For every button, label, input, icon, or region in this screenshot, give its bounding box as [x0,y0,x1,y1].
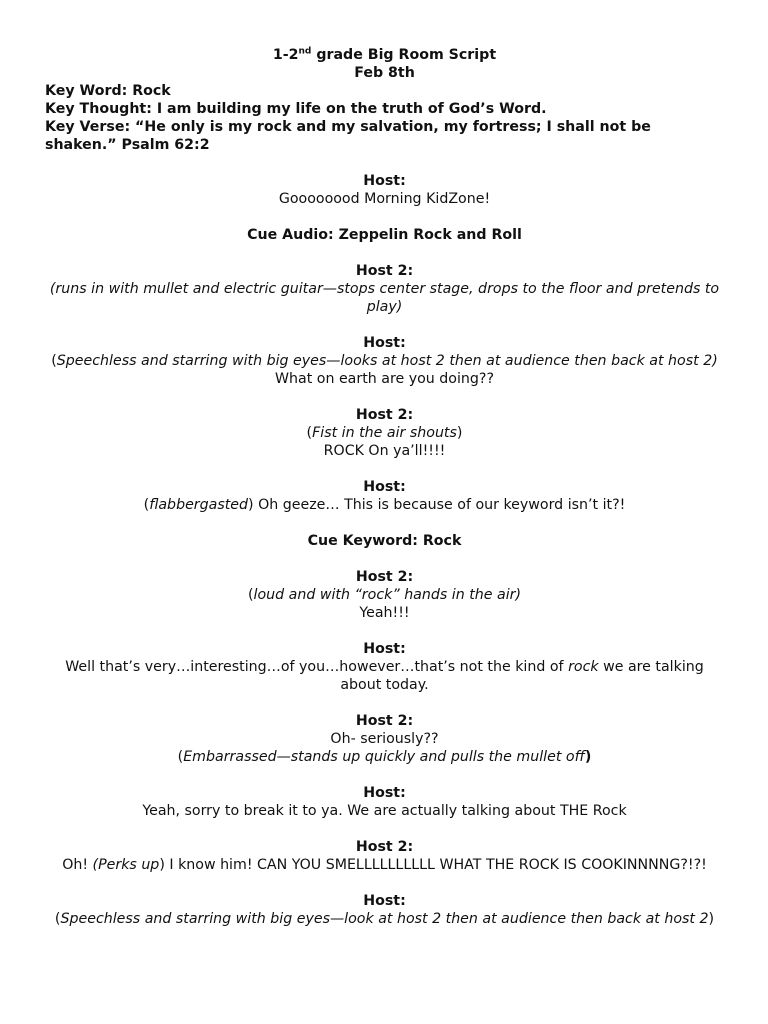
script-block-8 [45,712,724,766]
script-date: Feb 8th [354,65,415,81]
script-block-6 [45,568,724,622]
script-block-7 [45,640,724,694]
cue-audio: Cue Audio: Zeppelin Rock and Roll [247,227,522,243]
speaker-label: Host: [363,479,406,495]
dialogue-line: Yeah!!! [359,605,410,621]
stage-direction-line [45,424,724,442]
stage-direction: Speechless and starring with big eyes—look at host 2 then at audience then back at host 2 [60,911,709,927]
dialogue-line [45,658,724,694]
stage-direction: Embarrassed—stands up quickly and pulls the mullet off [183,749,585,765]
paren-open: ( [54,911,61,927]
key-verse: Key Verse: “He only is my rock and my salvation, my fortress; I shall not be shaken.” Psalm 62:2 [45,119,651,153]
script-block-2 [45,262,724,316]
stage-direction-line [45,352,724,370]
speaker-label: Host: [363,785,406,801]
stage-direction-line [45,910,724,928]
paren-close: ) [584,749,592,765]
speaker-label: Host 2: [355,263,414,279]
stage-direction-line [45,586,724,604]
speaker-label: Host 2: [355,407,414,423]
speaker-label: Host: [363,641,406,657]
script-block-5 [45,478,724,514]
dialogue-line: Yeah, sorry to break it to ya. We are actually talking about THE Rock [142,803,627,819]
dialogue-line: Oh- seriously?? [330,731,439,747]
paren-open: ( [143,497,150,513]
title-ordinal: nd [298,46,312,57]
speaker-label: Host: [363,335,406,351]
paren-open: ( [177,749,184,765]
stage-direction: (Perks up [92,857,160,873]
stage-direction-line [45,748,724,766]
paren-close: ) [456,425,463,441]
stage-direction: Fist in the air shouts [312,425,457,441]
dialogue-text: Well that’s very…interesting…of you…however…that’s not the kind of [65,659,569,675]
script-block-9 [45,784,724,820]
dialogue-text: ) I know him! CAN YOU SMELLLLLLLLLL WHAT THE ROCK IS COOKINNNNG?!?! [159,857,707,873]
speaker-label: Host 2: [355,713,414,729]
dialogue-text: ) Oh geeze… This is because of our keyword isn’t it?! [248,497,626,513]
script-block-10 [45,838,724,874]
emphasis-word: rock [568,659,599,675]
stage-direction: (runs in with mullet and electric guitar—stops center stage, drops to the floor and pretends to play) [49,281,720,315]
paren-open: ( [306,425,313,441]
title-text: grade Big Room Script [311,47,497,63]
script-block-4 [45,406,724,460]
title-grade: 1-2 [272,47,299,63]
dialogue-text: we are talking about today. [340,659,704,693]
dialogue-line: What on earth are you doing?? [274,371,494,387]
dialogue-line [45,496,724,514]
dialogue-line: ROCK On ya’ll!!!! [323,443,446,459]
key-thought: Key Thought: I am building my life on the truth of God’s Word. [45,101,547,117]
stage-direction: loud and with “rock” hands in the air) [253,587,522,603]
speaker-label: Host: [363,893,406,909]
speaker-label: Host 2: [355,569,414,585]
dialogue-line: Goooooood Morning KidZone! [278,191,491,207]
dialogue-line [45,856,724,874]
cue-keyword: Cue Keyword: Rock [307,533,462,549]
stage-direction: Speechless and starring with big eyes—looks at host 2 then at audience then back at host 2) [56,353,718,369]
speaker-label: Host: [363,173,406,189]
script-title [45,46,724,64]
stage-direction: flabbergasted [149,497,249,513]
script-block-11 [45,892,724,928]
speaker-label: Host 2: [355,839,414,855]
paren-close: ) [708,911,715,927]
paren-open: ( [51,353,57,369]
script-block-3 [45,334,724,388]
key-word: Key Word: Rock [45,83,171,99]
dialogue-text: Oh! [62,857,93,873]
paren-open: ( [247,587,254,603]
script-block-1 [45,172,724,208]
